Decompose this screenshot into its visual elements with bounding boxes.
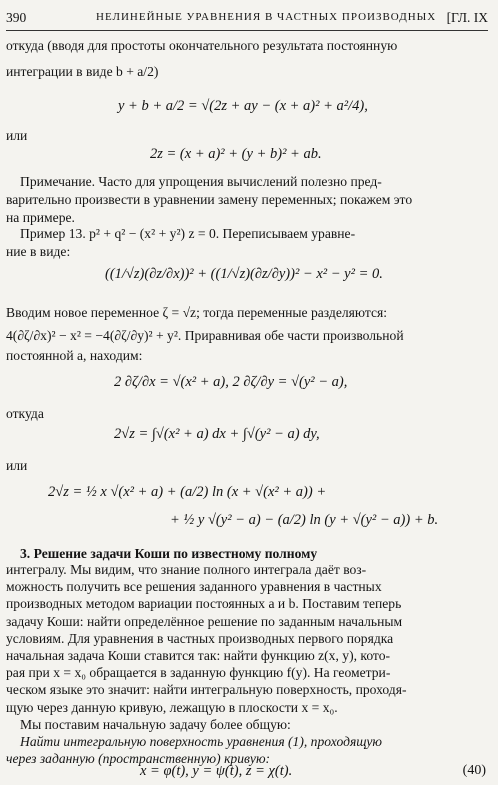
text-line: варительно произвести в уравнении замену переменных; покажем это [6,192,413,207]
text-line: можность получить все решения заданного уравнения в частных [6,579,382,595]
text-line: ческом языке это значит: найти интегральную поверхность, проходя- [6,682,407,698]
text-line: интеграции в виде b + a/2) [6,64,159,79]
equation: y + b + a/2 = √(2z + ay − (x + a)² + a²/4), [118,98,368,114]
equation: x = φ(t), y = ψ(t), z = χ(t). [140,763,293,779]
equation-number: (40) [462,763,486,778]
text-line: или [6,458,28,473]
header-rule [6,30,488,31]
text-line: задачу Коши: найти определённое решение по заданным начальным [6,613,403,629]
text-line: постоянной a, находим: [6,348,143,363]
text-line: условиям. Для уравнения в частных производных первого порядка [6,630,394,646]
equation: 2√z = ∫√(x² + a) dx + ∫√(y² − a) dy, [114,426,320,442]
chapter-marker: [ГЛ. IX [446,10,488,25]
text-line: 4(∂ζ/∂x)² − x² = −4(∂ζ/∂y)² + y². Приравнивая обе части произвольной [6,328,404,343]
example-line: Пример 13. p² + q² − (x² + y²) z = 0. Переписываем уравне- [20,226,356,241]
equation: 2 ∂ζ/∂x = √(x² + a), 2 ∂ζ/∂y = √(y² − a), [114,374,348,390]
running-title: НЕЛИНЕЙНЫЕ УРАВНЕНИЯ В ЧАСТНЫХ ПРОИЗВОДНЫХ [96,11,437,23]
text-line: или [6,128,28,143]
text-line: начальная задача Коши ставится так: найти функцию z(x, y), кото- [6,648,391,663]
text-line: откуда [6,406,44,421]
page-header [6,10,488,28]
text-line: рая при x = x₀ обращается в заданную функцию f(y). На геометри- [6,665,391,681]
section-heading: 3. Решение задачи Коши по известному полному [20,546,318,561]
equation: 2√z = ½ x √(x² + a) + (a/2) ln (x + √(x² + a)) + [48,484,327,500]
text-line: производных методом вариации постоянных a и b. Поставим теперь [6,596,402,612]
remark-line: Примечание. Часто для упрощения вычислений полезно пред- [20,174,382,189]
equation: ((1/√z)(∂z/∂x))² + ((1/√z)(∂z/∂y))² − x² − y² = 0. [105,266,383,282]
text-line: ние в виде: [6,244,71,259]
text-line: Вводим новое переменное ζ = √z; тогда переменные разделяются: [6,305,388,320]
page-number: 390 [6,10,27,25]
equation: + ½ y √(y² − a) − (a/2) ln (y + √(y² − a)) + b. [170,512,439,528]
text-line: на примере. [6,210,75,225]
text-line: откуда (вводя для простоты окончательного результата постоянную [6,38,398,53]
italic-statement: через заданную (пространственную) кривую: [6,751,271,767]
equation: 2z = (x + a)² + (y + b)² + ab. [150,146,322,162]
text-line: интегралу. Мы видим, что знание полного интеграла даёт воз- [6,562,367,577]
text-line: Мы поставим начальную задачу более общую: [20,716,291,732]
text-line: щую через данную кривую, лежащую в плоскости x = x₀. [6,699,338,715]
italic-statement: Найти интегральную поверхность уравнения (1), проходящую [20,734,383,749]
